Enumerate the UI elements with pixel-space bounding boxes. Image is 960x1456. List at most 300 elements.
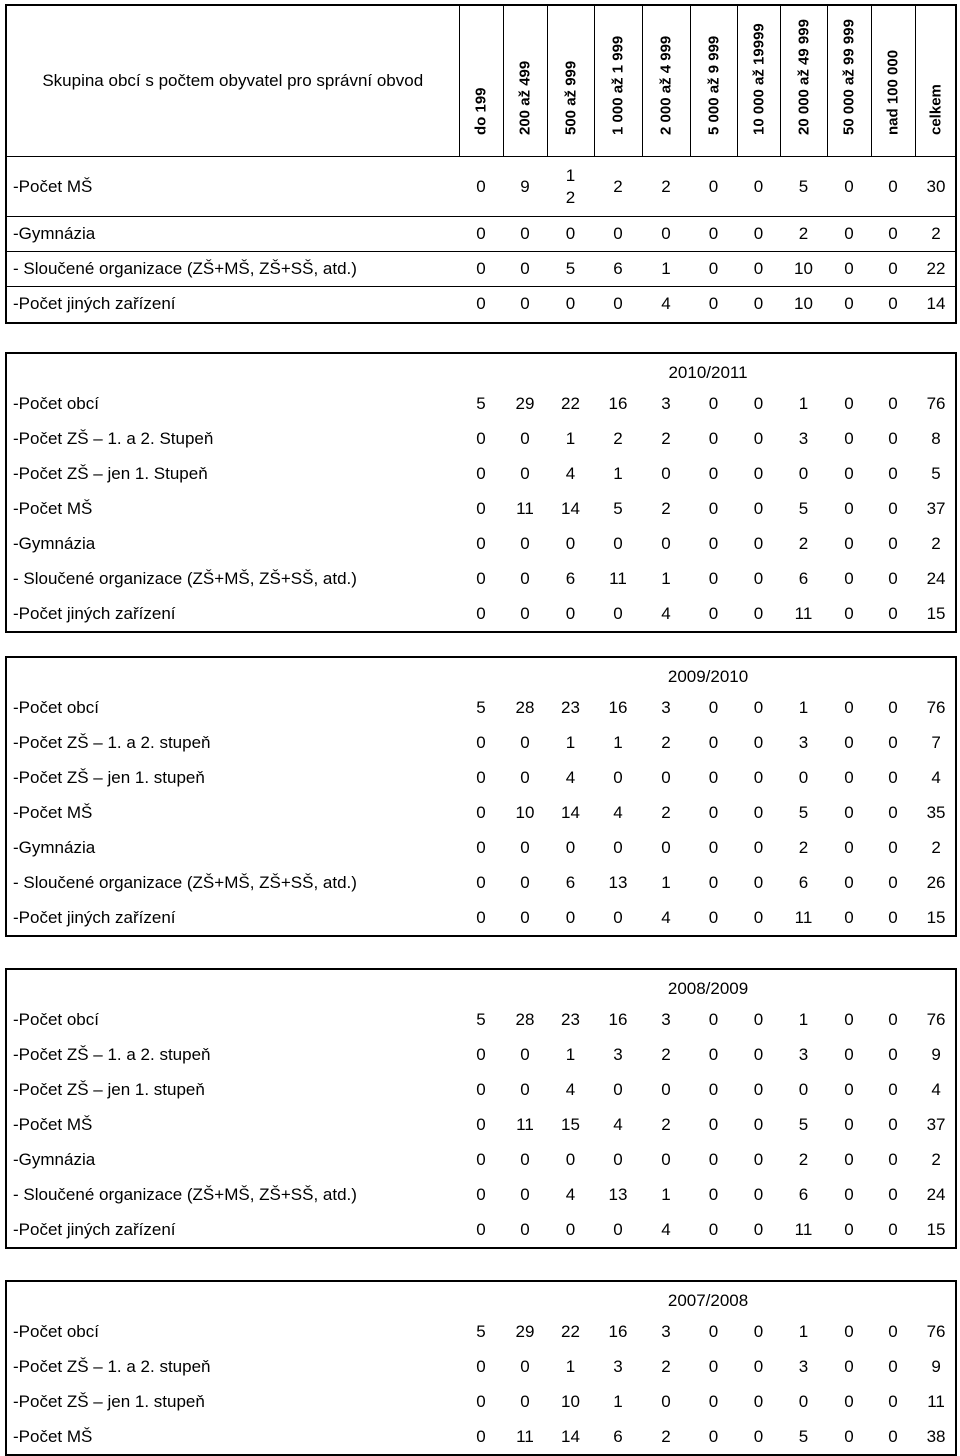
table-row [7,1419,957,1454]
row-value: 0 [844,1114,854,1134]
column-header [547,6,594,157]
row-value: 6 [798,568,809,588]
table-row [7,157,957,217]
row-value: 6 [565,568,576,588]
table-row [7,561,957,596]
row-value: 0 [520,568,530,588]
row-value: 0 [888,1149,898,1169]
row-value: 0 [476,428,486,448]
row-value: 2 [798,533,809,553]
row-value: 9 [931,1356,941,1376]
row-value: 11 [516,1426,534,1446]
row-value: 4 [661,603,671,623]
column-header-text: 10 000 až 19999 [750,23,767,135]
row-value: 29 [515,393,535,413]
row-value: 0 [459,287,503,322]
row-value: 0 [476,767,486,787]
row-value: 11 [609,568,627,588]
row-value: 76 [926,1321,946,1341]
row-value: 0 [613,603,623,623]
row-value: 0 [459,252,503,287]
row-value: 0 [690,252,737,287]
row-value: 0 [520,1184,530,1204]
row-value: 0 [547,287,594,322]
row-value: 0 [844,428,854,448]
row-value: 4 [565,767,576,787]
row-value: 0 [476,1149,486,1169]
row-value: 0 [844,1009,854,1029]
row-value: 16 [608,697,628,717]
row-value: 0 [827,157,871,217]
table-section [5,968,957,1249]
row-value: 0 [661,463,671,483]
row-value: 0 [476,603,486,623]
row-value: 0 [642,217,690,252]
table-row [7,1037,957,1072]
row-label: -Gymnázia [13,1149,96,1169]
row-value: 0 [844,872,854,892]
section-year: 2010/2011 [668,363,748,382]
row-value: 0 [888,603,898,623]
row-value: 1 [565,1044,576,1064]
row-value: 1 [798,1009,809,1029]
row-value: 0 [520,907,530,927]
row-value: 11 [794,907,813,927]
row-value: 3 [613,1044,623,1064]
table-section [5,656,957,937]
row-value: 0 [520,1044,530,1064]
row-value: 0 [476,837,486,857]
row-value: 5 [613,498,623,518]
row-value: 0 [708,907,719,927]
row-value: 13 [608,872,628,892]
table-row [7,252,957,287]
row-value: 22 [561,393,580,413]
header-title: Skupina obcí s počtem obyvatel pro správní obvod [42,71,424,90]
row-value: 0 [844,603,854,623]
row-label: -Počet MŠ [13,1114,93,1134]
row-value: 0 [520,1079,530,1099]
row-value: 0 [520,767,530,787]
row-value: 0 [888,393,898,413]
row-value: 5 [476,697,486,717]
row-value: 0 [888,837,898,857]
row-value: 2 [931,837,941,857]
row-value: 2 [661,1356,671,1376]
row-value: 0 [753,1321,764,1341]
row-value: 0 [690,287,737,322]
row-value: 0 [476,732,486,752]
row-value: 0 [476,1044,486,1064]
row-value: 0 [565,603,576,623]
row-value: 11 [927,1391,945,1411]
row-label: -Počet ZŠ – 1. a 2. stupeň [13,732,211,752]
row-value: 14 [561,1426,580,1446]
row-value: 14 [561,498,580,518]
row-value: 14 [561,802,580,822]
row-value: 0 [753,393,764,413]
row-value: 10 [515,802,535,822]
row-value: 76 [926,393,946,413]
row-value: 0 [476,1184,486,1204]
row-value: 2 [931,533,941,553]
row-value: 1 [613,463,623,483]
row-value: 3 [798,1044,809,1064]
row-value: 0 [708,1009,719,1029]
row-value: 0 [503,217,547,252]
row-label: -Počet ZŠ – jen 1. Stupeň [13,463,208,483]
section-title-spacer [7,1282,459,1314]
row-value: 9 [931,1044,941,1064]
section-year: 2007/2008 [667,1291,749,1310]
row-value: 0 [888,732,898,752]
row-value: 37 [926,1114,946,1134]
row-value: 22 [561,1321,580,1341]
row-value: 4 [565,1079,576,1099]
row-value: 0 [520,533,530,553]
row-value: 0 [753,1009,764,1029]
row-value: 0 [753,837,764,857]
row-value: 0 [594,217,642,252]
row-value: 0 [708,463,719,483]
row-value: 0 [476,1219,486,1239]
row-value: 24 [926,1184,946,1204]
row-label: -Počet jiných zařízení [13,1219,176,1239]
row-value: 2 [661,498,671,518]
row-value: 0 [888,1426,898,1446]
row-value: 0 [888,1391,898,1411]
row-value: 0 [737,157,780,217]
table-row [7,795,957,830]
row-label: -Počet obcí [13,697,99,717]
row-value: 2 [661,802,671,822]
row-value: 0 [844,463,854,483]
row-value: 0 [476,498,486,518]
row-value: 4 [931,767,941,787]
row-value: 0 [753,732,764,752]
row-value: 0 [844,568,854,588]
row-value: 5 [547,252,594,287]
row-value: 4 [661,1219,671,1239]
row-value: 15 [926,1219,946,1239]
row-value: 0 [520,872,530,892]
table-row [7,386,957,421]
row-value: 3 [613,1356,623,1376]
row-value: 0 [844,767,854,787]
row-label: -Počet ZŠ – jen 1. stupeň [13,1079,205,1099]
row-value: 0 [708,872,719,892]
row-value: 0 [844,907,854,927]
row-value: 5 [798,802,809,822]
row-value: 0 [753,1391,764,1411]
row-value: 0 [661,1079,671,1099]
row-label: -Počet ZŠ – jen 1. stupeň [13,1391,205,1411]
row-value: 0 [844,498,854,518]
row-value: 16 [608,1321,628,1341]
section-year: 2008/2009 [667,979,749,998]
row-value: 6 [613,1426,623,1446]
row-label: -Počet MŠ [13,1426,93,1446]
row-value: 0 [661,533,671,553]
row-value: 1 [661,872,671,892]
row-value: 0 [753,1114,764,1134]
row-value: 0 [888,463,898,483]
row-value: 0 [753,498,764,518]
row-value: 0 [708,498,719,518]
row-value: 0 [565,907,576,927]
column-header [690,6,737,157]
row-label: -Počet MŠ [7,157,459,217]
row-value: 4 [661,907,671,927]
row-value: 1 [798,393,809,413]
row-value: 6 [594,252,642,287]
row-value: 0 [613,533,623,553]
row-value: 0 [753,907,764,927]
row-value: 0 [888,802,898,822]
table-row [7,1314,957,1349]
row-value: 4 [565,463,576,483]
row-value: 0 [753,603,764,623]
row-value: 1 [565,428,576,448]
row-value: 2 [780,217,827,252]
row-label: -Gymnázia [7,217,459,252]
column-header [915,6,957,157]
row-value: 1 [798,1321,809,1341]
table-row [7,1384,957,1419]
row-value: 13 [608,1184,628,1204]
row-value: 16 [608,1009,628,1029]
row-value: 1 [661,1184,671,1204]
row-value: 0 [476,463,486,483]
row-value: 3 [798,428,809,448]
row-value: 0 [753,872,764,892]
row-value: 2 [613,428,623,448]
row-value: 6 [565,872,576,892]
row-value: 0 [844,1219,854,1239]
row-value: 0 [844,1184,854,1204]
row-value: 2 [594,157,642,217]
row-value: 2 [931,1149,941,1169]
row-value: 0 [708,603,719,623]
row-value: 2 [661,1044,671,1064]
row-value: 5 [476,1321,486,1341]
row-value: 7 [931,732,941,752]
row-value: 0 [565,837,576,857]
row-label: -Počet jiných zařízení [7,287,459,322]
row-value: 0 [827,217,871,252]
column-header [503,6,547,157]
row-value: 30 [915,157,957,217]
row-value: 11 [516,498,534,518]
row-value: 0 [690,157,737,217]
row-value: 26 [926,872,946,892]
row-value: 0 [708,1044,719,1064]
row-value: 0 [844,1391,854,1411]
table-row [7,865,957,900]
row-value: 0 [753,463,764,483]
row-value: 3 [661,393,671,413]
row-value: 0 [708,1356,719,1376]
row-value: 4 [613,1114,623,1134]
row-value: 10 [561,1391,580,1411]
row-value: 0 [888,428,898,448]
row-value: 0 [844,837,854,857]
table-row [7,1002,957,1037]
row-value: 1 [613,732,623,752]
row-value: 5 [476,1009,486,1029]
row-value: 0 [708,1426,719,1446]
row-value: 0 [476,568,486,588]
column-header-text: 1 000 až 1 999 [609,35,627,135]
row-value: 0 [753,568,764,588]
row-value: 4 [613,802,623,822]
row-label: -Gymnázia [13,533,96,553]
row-value [547,157,594,217]
row-value: 0 [888,1356,898,1376]
table-section [5,1280,957,1456]
row-value: 0 [613,1079,623,1099]
row-label: -Počet MŠ [13,802,93,822]
row-value: 3 [661,1009,671,1029]
row-value: 0 [871,217,915,252]
row-value: 0 [888,533,898,553]
row-value: 0 [737,217,780,252]
row-value: 0 [565,1149,576,1169]
row-value: 2 [798,1149,809,1169]
row-value: 0 [503,287,547,322]
row-value: 0 [844,1149,854,1169]
row-value: 2 [915,217,957,252]
row-value: 0 [888,697,898,717]
row-value: 0 [520,732,530,752]
row-value: 0 [708,732,719,752]
table-row [7,217,957,252]
row-value: 1 [565,1356,576,1376]
row-value: 38 [926,1426,946,1446]
column-header [594,6,642,157]
table-section [5,352,957,633]
row-label: -Počet ZŠ – 1. a 2. stupeň [13,1044,211,1064]
row-value: 0 [737,252,780,287]
column-header-text: 20 000 až 49 999 [795,19,812,135]
row-value: 24 [926,568,946,588]
row-value: 0 [708,1079,719,1099]
row-value: 0 [888,1009,898,1029]
row-value: 0 [476,872,486,892]
row-label: - Sloučené organizace (ZŠ+MŠ, ZŠ+SŠ, atd.) [13,872,357,892]
row-value: 0 [871,287,915,322]
row-value: 0 [503,252,547,287]
row-value: 15 [561,1114,580,1134]
row-value: 29 [515,1321,535,1341]
column-header [642,6,690,157]
row-value: 0 [613,1219,623,1239]
row-value: 0 [661,1391,671,1411]
section-title-spacer [7,354,459,386]
row-value: 0 [844,533,854,553]
table-row [7,760,957,795]
row-value: 1 [565,732,576,752]
row-value: 0 [844,1426,854,1446]
row-value: 0 [844,697,854,717]
row-value: 0 [888,498,898,518]
row-value: 0 [565,1219,576,1239]
row-value: 0 [753,1219,764,1239]
row-label: -Počet MŠ [13,498,93,518]
row-value: 14 [915,287,957,322]
row-value: 0 [844,732,854,752]
table-row [7,900,957,935]
section-title-row [7,970,957,1002]
row-value: 0 [708,802,719,822]
row-value: 23 [561,697,580,717]
row-value: 0 [753,1184,764,1204]
row-value: 0 [708,428,719,448]
table-row [7,456,957,491]
row-value: 2 [661,1114,671,1134]
row-value: 0 [753,1426,764,1446]
row-label: -Gymnázia [13,837,96,857]
row-value: 0 [844,1044,854,1064]
row-value: 4 [642,287,690,322]
row-value: 0 [708,533,719,553]
row-value: 2 [642,157,690,217]
row-value: 0 [753,697,764,717]
row-value: 0 [708,767,719,787]
row-value: 0 [753,1356,764,1376]
row-value: 0 [871,252,915,287]
table-row [7,421,957,456]
row-value: 11 [794,1219,813,1239]
row-value: 0 [708,1391,719,1411]
row-value: 4 [931,1079,941,1099]
section-title-spacer [7,658,459,690]
row-value: 0 [613,1149,623,1169]
table-row [7,725,957,760]
row-label: -Počet ZŠ – 1. a 2. stupeň [13,1356,211,1376]
row-value: 0 [708,1114,719,1134]
row-value: 0 [476,1391,486,1411]
row-value: 0 [613,837,623,857]
row-value: 0 [476,1114,486,1134]
row-value: 11 [516,1114,534,1134]
row-value: 37 [926,498,946,518]
row-value: 0 [520,837,530,857]
row-value: 5 [780,157,827,217]
row-value: 0 [827,252,871,287]
row-value: 0 [753,533,764,553]
column-header-text: nad 100 000 [884,49,902,135]
table-row [7,1212,957,1247]
section-title-row [7,354,957,386]
row-value: 0 [708,1149,719,1169]
row-value: 0 [520,603,530,623]
table-top [5,4,957,324]
row-value: 16 [608,393,628,413]
row-value: 0 [520,463,530,483]
row-value: 3 [661,697,671,717]
row-value: 0 [871,157,915,217]
row-value: 5 [798,1114,809,1134]
row-value: 1 [661,568,671,588]
row-value: 0 [520,1149,530,1169]
row-value: 0 [798,1391,809,1411]
row-value: 0 [594,287,642,322]
row-value: 0 [661,1149,671,1169]
row-value: 0 [661,767,671,787]
row-value: 0 [737,287,780,322]
row-label: -Počet ZŠ – 1. a 2. Stupeň [13,428,214,448]
